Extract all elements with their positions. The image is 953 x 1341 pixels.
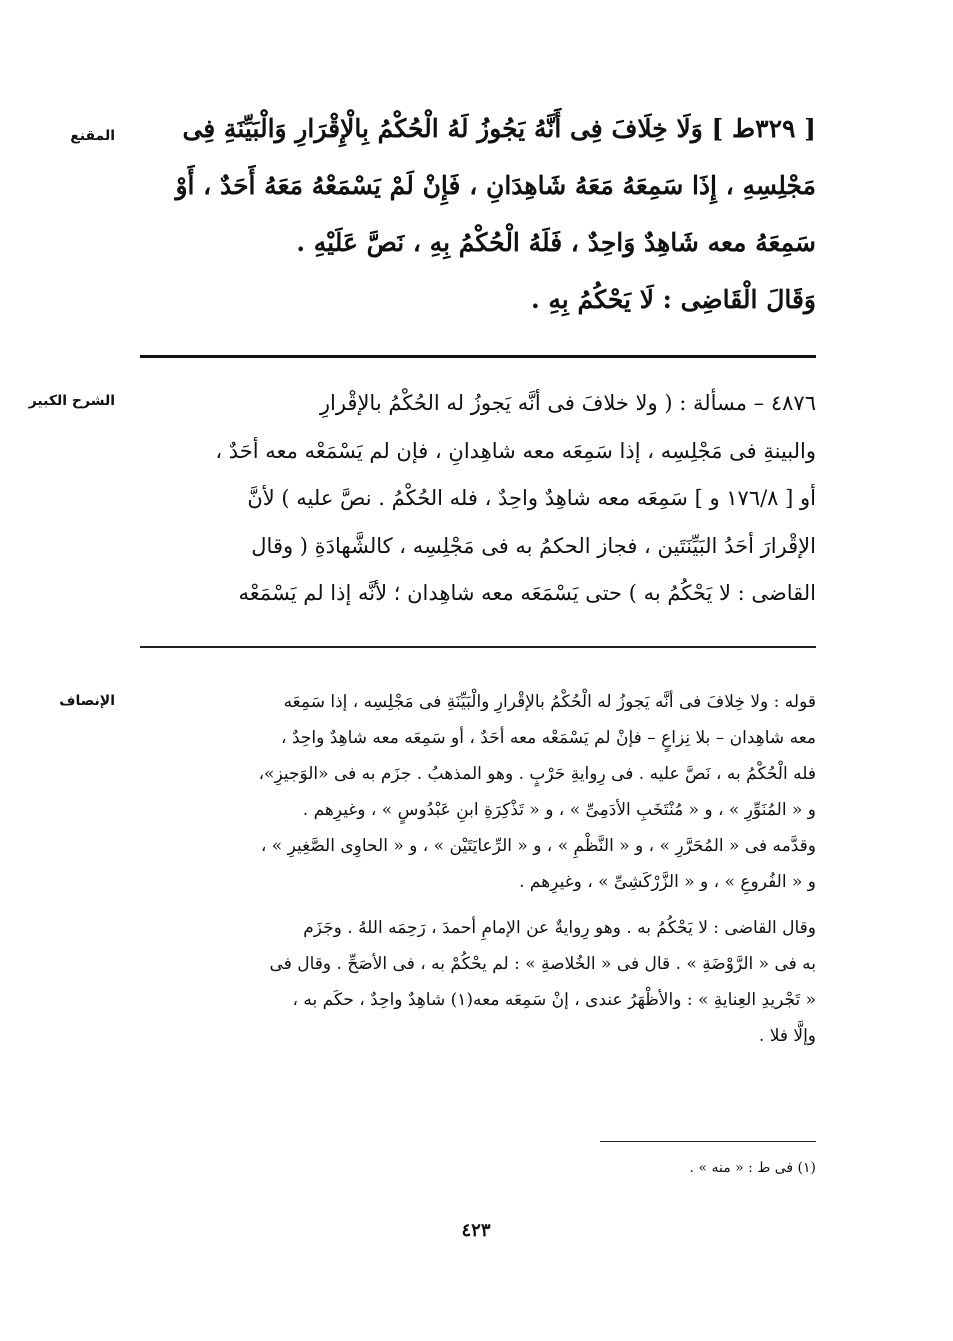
insaf-line: « تَجْريدِ العِنايةِ » : والأظْهَرُ عندى ، إنْ سَمِعَه معه(١) شاهِدٌ واحِدٌ ، حكَم به ، xyxy=(292,990,816,1010)
sharh-line: والبينةِ فى مَجْلِسِه ، إذا سَمِعَه معه شاهِدانِ ، فإن لم يَسْمَعْه معه أحَدٌ ، xyxy=(215,438,816,463)
insaf-line: معه شاهِدان – بلا نِزاعٍ – فإنْ لم يَسْمَعْه معه أحَدٌ ، أو سَمِعَه معه شاهِدٌ واحِدٌ ، xyxy=(281,728,816,748)
insaf-line: وقدَّمه فى « المُحَرَّرِ » ، و « النَّظْمِ » ، و « الرِّعايَتَيْن » ، و « الحاوِى الصَّغِيرِ » ، xyxy=(260,836,816,856)
sharh-line: ٤٨٧٦ – مسألة : ( ولا خلافَ فى أنَّه يَجوزُ له الحُكْمُ بالإقْرارِ xyxy=(319,391,816,415)
muqni-line: وَقَالَ الْقَاضِى : لَا يَحْكُمُ بِهِ . xyxy=(530,285,816,314)
page-number: ٤٢٣ xyxy=(461,1220,491,1241)
muqni-line: [ ٣٢٩ط ] وَلَا خِلَافَ فِى أَنَّهُ يَجُوزُ لَهُ الْحُكْمُ بِالْإِقْرَارِ وَالْبَيِّنَةِ فِى xyxy=(182,114,816,143)
muqni-line: مَجْلِسِهِ ، إِذَا سَمِعَهُ مَعَهُ شَاهِدَانِ ، فَإِنْ لَمْ يَسْمَعْهُ مَعَهُ أَحَدٌ ، أَوْ xyxy=(175,171,816,200)
sharh-label: الشرح الكبير xyxy=(28,393,115,409)
muqni-label: المقنع xyxy=(70,128,115,144)
sharh-line: أو [ ١٧٦/٨ و ] سَمِعَه معه شاهِدٌ واحِدٌ ، فله الحُكْمُ . نصَّ عليه ) لأنَّ xyxy=(247,486,816,510)
footnote: (١) فى ط : « منه » . xyxy=(689,1160,816,1176)
paragraph-gap xyxy=(138,900,816,910)
sharh-line: الإقْرارَ أحَدُ البَيِّنَتَين ، فجاز الحكمُ به فى مَجْلِسِه ، كالشَّهادَةِ ( وقال xyxy=(251,533,816,558)
insaf-line: و « الفُروعِ » ، و « الزَّرْكَشِىِّ » ، وغيرِهم . xyxy=(519,872,816,892)
muqni-line: سَمِعَهُ معه شَاهِدٌ وَاحِدٌ ، فَلَهُ الْحُكْمُ بِهِ ، نَصَّ عَلَيْهِ . xyxy=(296,228,816,257)
muqni-text xyxy=(138,100,816,328)
sharh-line: القاضى : لا يَحْكُمُ به ) حتى يَسْمَعَه معه شاهِدان ؛ لأنَّه إذا لم يَسْمَعْه xyxy=(238,581,816,605)
section-divider xyxy=(140,355,816,358)
sharh-text xyxy=(138,380,816,618)
insaf-line: به فى « الرَّوْضَةِ » . قال فى « الخُلاصةِ » : لم يحْكُمْ به ، فى الأصَحِّ . وقال فى xyxy=(269,954,816,974)
insaf-text xyxy=(138,684,816,1054)
section-divider xyxy=(140,646,816,648)
insaf-line: قوله : ولا خِلافَ فى أنَّه يَجوزُ له الْحُكْمُ بالإقْرارِ والْبَيِّنَةِ فى مَجْلِسِه ، إذا سَمِعَه xyxy=(283,692,816,712)
footnote-divider xyxy=(600,1141,816,1142)
insaf-label: الإنصاف xyxy=(59,693,115,709)
insaf-line: فله الْحُكْمُ به ، نَصَّ عليه . فى رِوايةِ حَرْبٍ . وهو المذهبُ . جزَم به فى «الوَجيزِ»، xyxy=(258,764,816,784)
insaf-line: وقال القاضى : لا يَحْكُمُ به . وهو رِوايةٌ عن الإمامِ أحمدَ ، رَحِمَه اللهُ . وجَزَم xyxy=(303,918,816,938)
insaf-line: و « المُنَوِّرِ » ، و « مُنْتَخَبِ الأدَمِىِّ » ، و « تَذْكِرَةِ ابنِ عَبْدُوسٍ » ، وغيرِهم . xyxy=(302,800,816,820)
insaf-line: وإلَّا فلا . xyxy=(758,1026,816,1046)
